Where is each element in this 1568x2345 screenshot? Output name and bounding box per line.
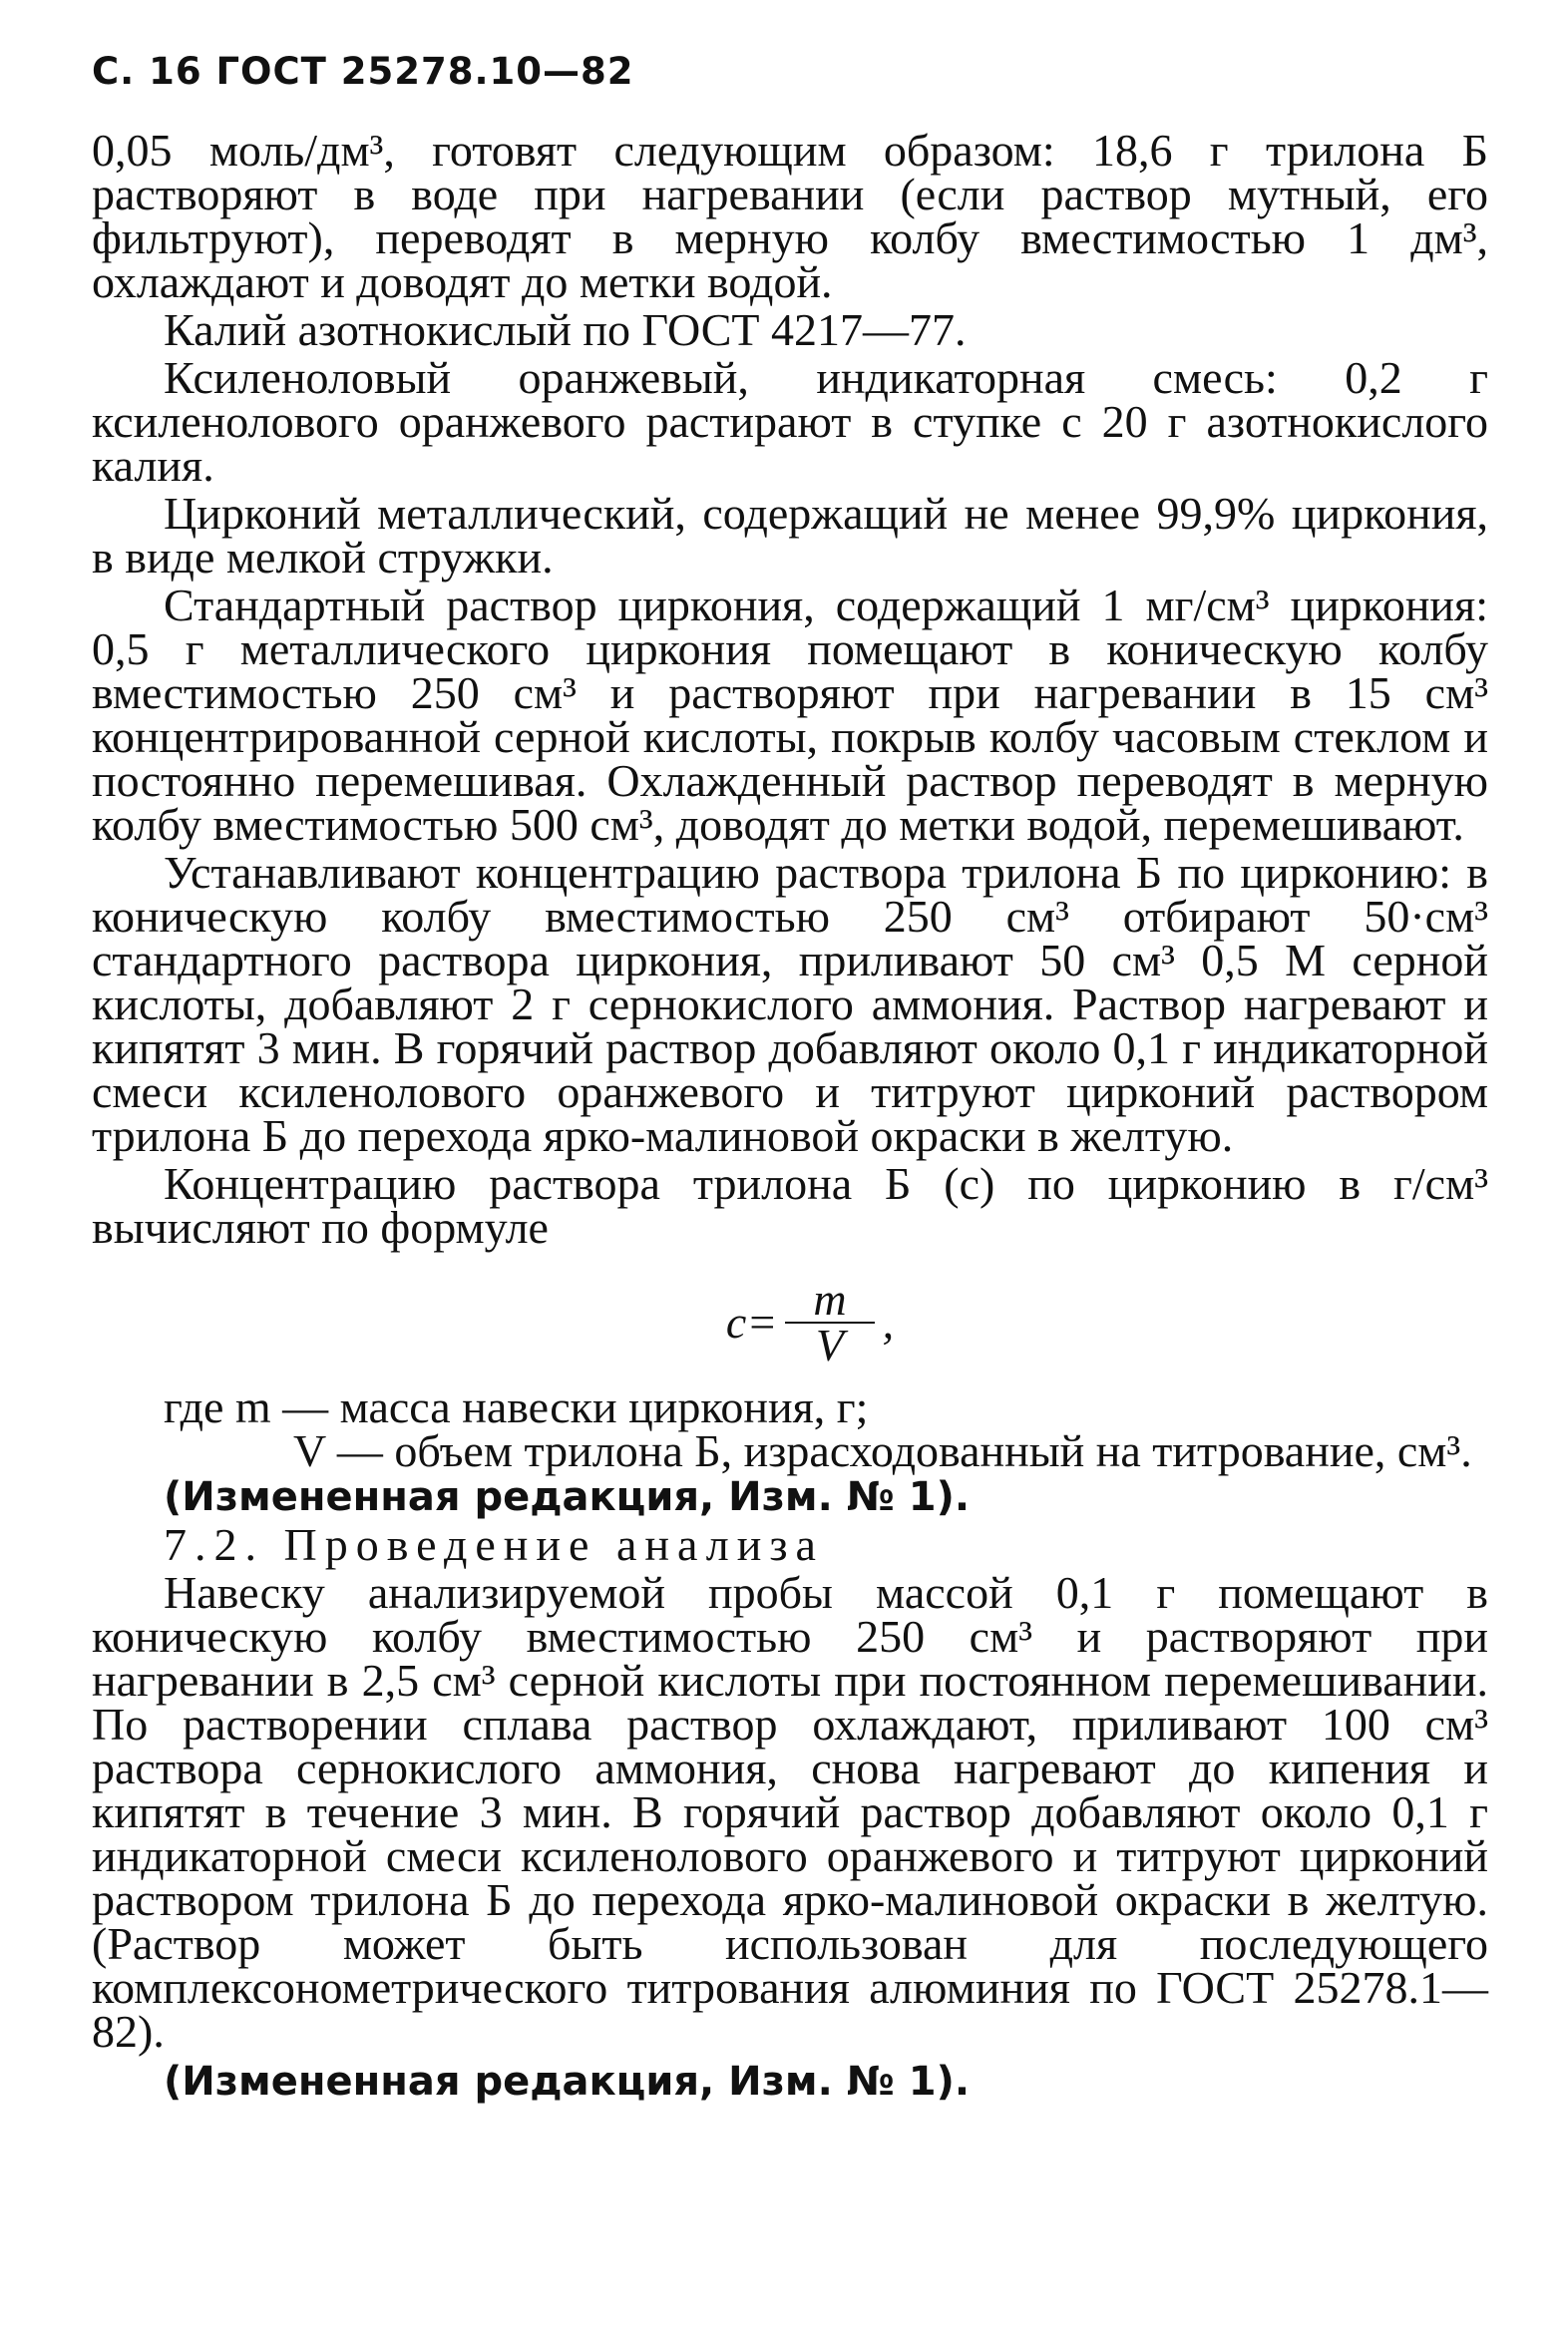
paragraph-standard-solution: Стандартный раствор циркония, содержащий 1 мг/см³ циркония: 0,5 г металлического циркония помещают в коническую колбу вместимостью 250 см³ и растворяют при нагревании в 15 см³ концентрированной серной кислоты, покрыв колбу часовым стеклом и постоянно перемешивая. Охлажденный раствор переводят в мерную колбу вместимостью 500 см³, доводят до метки водой, перемешивают. <box>92 579 1488 850</box>
paragraph-trilon-preparation: 0,05 моль/дм³, готовят следующим образом: 18,6 г трилона Б растворяют в воде при нагревании (если раствор мутный, его фильтруют), переводят в мерную колбу вместимостью 1 дм³, охлаждают и доводят до метки водой. <box>92 124 1488 307</box>
formula-numerator: m <box>785 1278 874 1324</box>
formula-legend <box>92 1380 1488 1476</box>
paragraph-zirconium-metal: Цирконий металлический, содержащий не менее 99,9% циркония, в виде мелкой стружки. <box>92 487 1488 583</box>
section-title-analysis: 7.2. Проведение анализа <box>164 1518 824 1570</box>
formula <box>92 1273 1488 1370</box>
paragraph-concentration-formula-intro: Концентрацию раствора трилона Б (с) по цирконию в г/см³ вычисляют по формуле <box>92 1157 1488 1253</box>
formula-equals: = <box>746 1296 778 1348</box>
paragraph-xylenol-orange: Ксиленоловый оранжевый, индикаторная смесь: 0,2 г ксиленолового оранжевого растирают в ступке с 20 г азотнокислого калия. <box>92 351 1488 491</box>
formula-denominator: V <box>815 1319 845 1370</box>
amendment-note-2: (Измененная редакция, Изм. № 1). <box>164 2058 971 2105</box>
legend-v: V — объем трилона Б, израсходованный на титрование, см³. <box>293 1424 1472 1476</box>
paragraph-analysis-procedure: Навеску анализируемой пробы массой 0,1 г помещают в коническую колбу вместимостью 250 см³ и растворяют при нагревании в 2,5 см³ серной кислоты при постоянном перемешивании. По растворении сплава раствор охлаждают, приливают 100 см³ раствора сернокислого аммония, снова нагревают до кипения и кипятят в течение 3 мин. В горячий раствор добавляют около 0,1 г индикаторной смеси ксиленолового оранжевого и титруют цирконий раствором трилона Б до перехода ярко-малиновой окраски в желтую. (Раствор может быть использован для последующего комплексонометрического титрования алюминия по ГОСТ 25278.1—82). <box>92 1566 1488 2057</box>
paragraph-potassium-nitrate: Калий азотнокислый по ГОСТ 4217—77. <box>164 303 967 355</box>
legend-m: где m — масса навески циркония, г; <box>164 1380 869 1432</box>
formula-fraction <box>785 1273 874 1370</box>
formula-tail: , <box>882 1296 895 1348</box>
document-body <box>92 124 1488 2105</box>
formula-lhs: с <box>725 1296 747 1348</box>
paragraph-concentration-setup: Устанавливают концентрацию раствора трилона Б по цирконию: в коническую колбу вместимостью 250 см³ отбирают 50·см³ стандартного раствора циркония, приливают 50 см³ 0,5 М серной кислоты, добавляют 2 г сернокислого аммония. Раствор нагревают и кипятят 3 мин. В горячий раствор добавляют около 0,1 г индикаторной смеси ксиленолового оранжевого и титруют цирконий раствором трилона Б до перехода ярко-малиновой окраски в желтую. <box>92 846 1488 1161</box>
amendment-note-1: (Измененная редакция, Изм. № 1). <box>164 1473 971 1520</box>
page-header: С. 16 ГОСТ 25278.10—82 <box>92 50 634 93</box>
